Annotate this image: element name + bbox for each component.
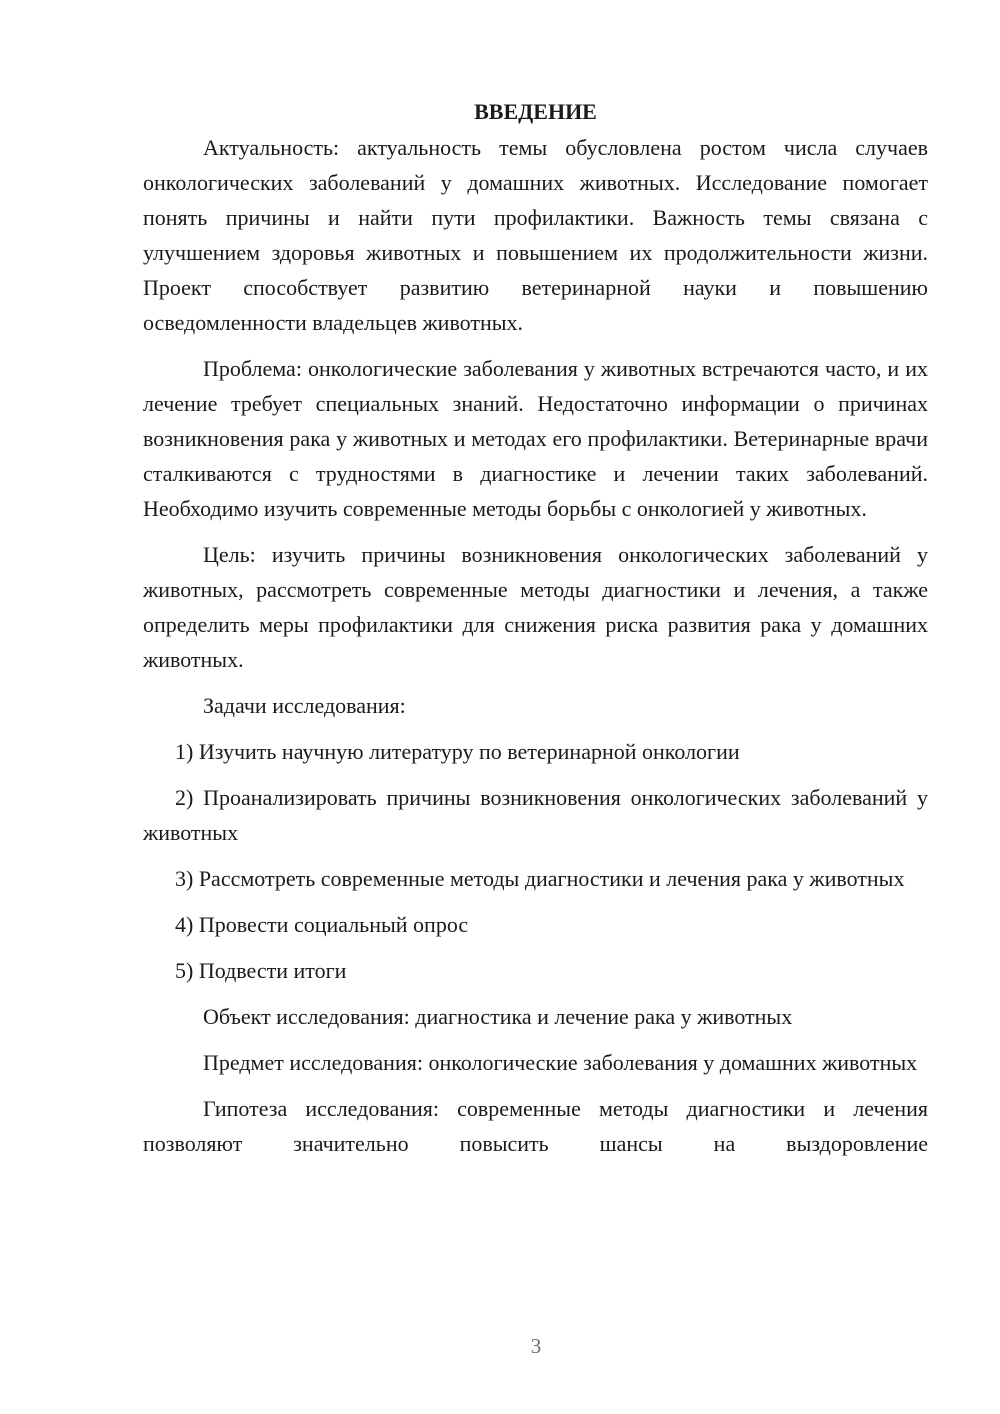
task-item-4: 4) Провести социальный опрос bbox=[175, 912, 469, 937]
research-subject-paragraph: Предмет исследования: онкологические заболевания у домашних животных bbox=[203, 1050, 918, 1075]
page-number: 3 bbox=[530, 1334, 542, 1358]
task-item-5: 5) Подвести итоги bbox=[175, 958, 347, 983]
task-item-3: 3) Рассмотреть современные методы диагностики и лечения рака у животных bbox=[175, 866, 905, 891]
page-content bbox=[143, 94, 928, 1161]
task-item-2: 2) Проанализировать причины возникновения онкологических заболеваний у животных bbox=[143, 785, 928, 845]
hypothesis-paragraph: Гипотеза исследования: современные методы диагностики и лечения позволяют значительно повысить шансы на выздоровление bbox=[143, 1096, 928, 1156]
page-title: ВВЕДЕНИЕ bbox=[474, 99, 597, 124]
task-item-1: 1) Изучить научную литературу по ветеринарной онкологии bbox=[175, 739, 740, 764]
relevance-paragraph: Актуальность: актуальность темы обусловлена ростом числа случаев онкологических заболеваний у домашних животных. Исследование помогает понять причины и найти пути профилактики. Важность темы связана с улучшением здоровья животных и повышением их продолжительности жизни. Проект способствует развитию ветеринарной науки и повышению осведомленности владельцев животных. bbox=[143, 135, 928, 335]
goal-paragraph: Цель: изучить причины возникновения онкологических заболеваний у животных, рассмотреть современные методы диагностики и лечения, а также определить меры профилактики для снижения риска развития рака у домашних животных. bbox=[143, 542, 928, 672]
problem-paragraph: Проблема: онкологические заболевания у животных встречаются часто, и их лечение требует специальных знаний. Недостаточно информации о причинах возникновения рака у животных и методах его профилактики. Ветеринарные врачи сталкиваются с трудностями в диагностике и лечении таких заболеваний. Необходимо изучить современные методы борьбы с онкологией у животных. bbox=[143, 356, 928, 521]
tasks-heading: Задачи исследования: bbox=[203, 693, 406, 718]
research-object-paragraph: Объект исследования: диагностика и лечение рака у животных bbox=[203, 1004, 793, 1029]
